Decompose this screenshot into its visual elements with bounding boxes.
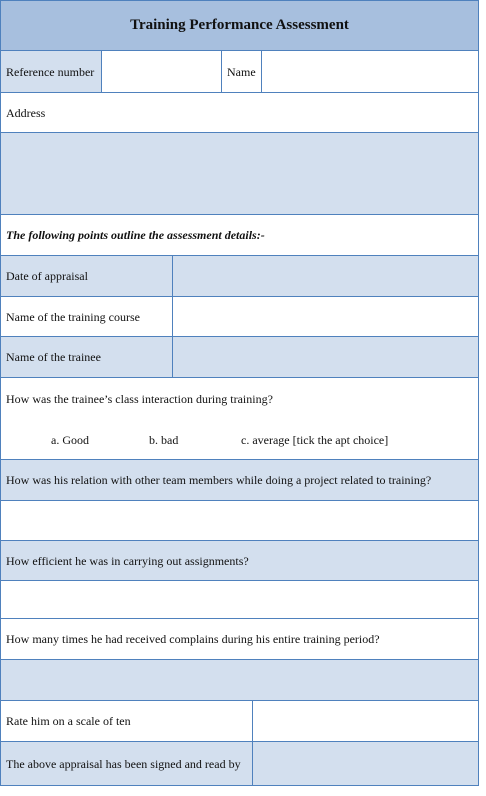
- trainee-row: [1, 337, 478, 378]
- form-header: [1, 1, 478, 51]
- course-field[interactable]: [173, 297, 478, 336]
- signed-field[interactable]: [253, 742, 478, 785]
- address-field[interactable]: [1, 133, 478, 215]
- reference-field[interactable]: [102, 51, 222, 92]
- relation-row: [1, 460, 478, 501]
- date-field[interactable]: [173, 256, 478, 296]
- reference-row: [1, 51, 478, 93]
- rate-label: Rate him on a scale of ten: [1, 701, 253, 741]
- choice-bad[interactable]: b. bad: [149, 433, 179, 447]
- date-label: Date of appraisal: [1, 256, 173, 296]
- address-label: Address: [6, 105, 46, 120]
- trainee-label: Name of the trainee: [1, 337, 173, 377]
- efficiency-question: How efficient he was in carrying out assignments?: [6, 553, 249, 568]
- interaction-question: How was the trainee’s class interaction during training?: [6, 392, 273, 406]
- complaints-question: How many times he had received complains during his entire training period?: [6, 632, 380, 646]
- rate-field[interactable]: [253, 701, 478, 741]
- signed-label: The above appraisal has been signed and read by: [1, 742, 253, 785]
- date-row: [1, 256, 478, 297]
- choice-average[interactable]: c. average [tick the apt choice]: [241, 433, 389, 447]
- complaints-answer-field[interactable]: [1, 660, 478, 701]
- rate-row: [1, 701, 478, 742]
- signed-row: [1, 742, 478, 785]
- details-heading-row: [1, 215, 478, 256]
- choice-good[interactable]: a. Good: [51, 433, 89, 447]
- interaction-row: [1, 378, 478, 460]
- relation-answer-field[interactable]: [1, 501, 478, 541]
- efficiency-answer-field[interactable]: [1, 581, 478, 619]
- efficiency-row: [1, 541, 478, 581]
- name-label: Name: [222, 51, 262, 92]
- relation-question: How was his relation with other team members while doing a project related to training?: [6, 473, 432, 487]
- trainee-field[interactable]: [173, 337, 478, 377]
- name-field[interactable]: [262, 51, 478, 92]
- course-label: Name of the training course: [1, 297, 173, 336]
- form-title: Training Performance Assessment: [130, 17, 349, 33]
- complaints-row: [1, 619, 478, 660]
- address-row: [1, 93, 478, 133]
- reference-label: Reference number: [1, 51, 102, 92]
- details-heading: The following points outline the assessment details:-: [6, 228, 265, 242]
- course-row: [1, 297, 478, 337]
